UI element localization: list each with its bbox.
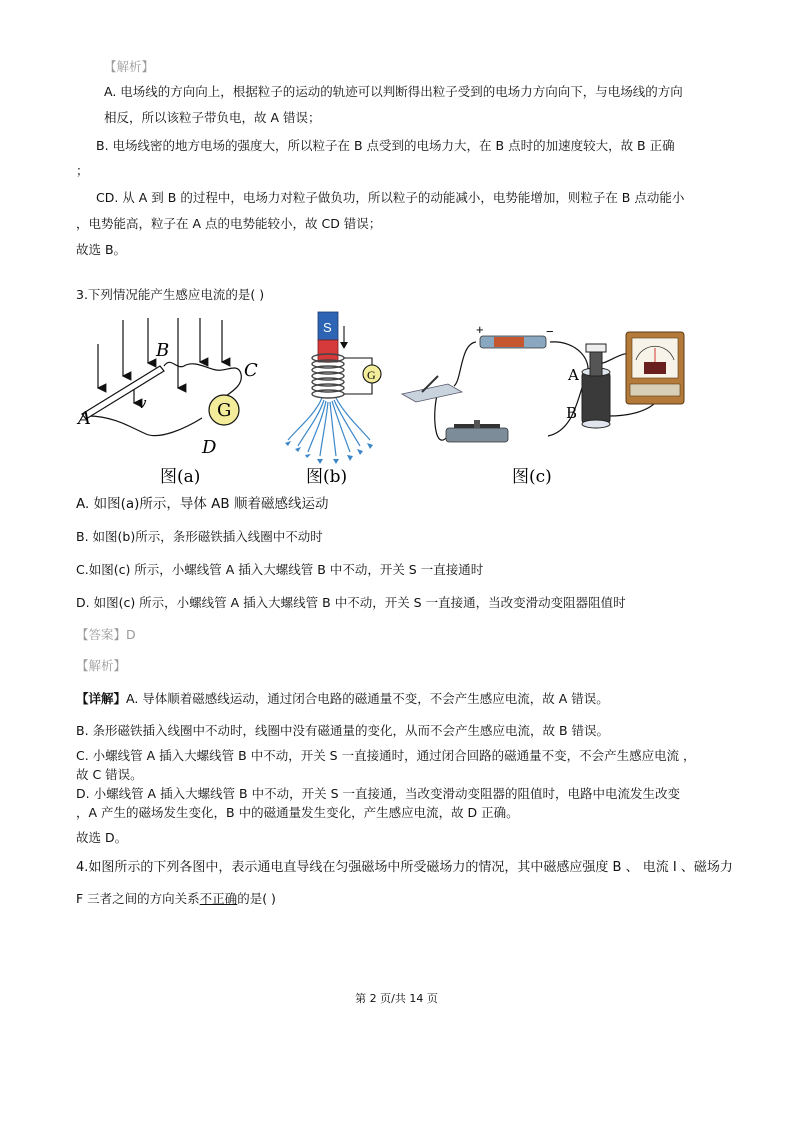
analysis-option-b-line1: B. 电场线密的地方电场的强度大，所以粒子在 B 点受到的电场力大，在 B 点时的加速度较大，故 B 正确	[96, 138, 675, 153]
analysis-option-b-line2: ；	[76, 163, 89, 178]
analysis-conclusion: 故选 B。	[76, 242, 127, 257]
stem-suffix: 的是( )	[237, 891, 276, 906]
label-a: A	[568, 366, 579, 384]
coil-icon	[312, 354, 344, 398]
analysis-option-a-line2: 相反，所以该粒子带负电，故 A 错误；	[104, 110, 321, 125]
label-v: v	[138, 394, 147, 412]
label-d: D	[202, 437, 217, 458]
label-s: S	[323, 320, 332, 335]
analysis-option-cd-line2: ，电势能高，粒子在 A 点的电势能较小，故 CD 错误；	[76, 216, 382, 231]
label-b: B	[566, 404, 578, 422]
figure-c-caption: 图(c)	[512, 467, 552, 487]
label-c: C	[244, 360, 258, 381]
label-plus: +	[476, 322, 484, 337]
figure-b	[284, 306, 386, 490]
question-4-stem-line1: 4.如图所示的下列各图中，表示通电直导线在匀强磁场中所受磁场力的情况，其中磁感应强度 B 、 电流 I 、磁场力	[76, 860, 733, 875]
detail-b: B. 条形磁铁插入线圈中不动时，线圈中没有磁通量的变化，从而不会产生感应电流，故 B 错误。	[76, 723, 610, 738]
page-footer: 第 2 页/共 14 页	[355, 992, 438, 1005]
label-minus: −	[546, 324, 554, 339]
option-a: A. 如图(a)所示，导体 AB 顺着磁感线运动	[76, 496, 329, 512]
option-c: C.如图(c) 所示，小螺线管 A 插入大螺线管 B 中不动，开关 S 一直接通时	[76, 562, 484, 577]
question-3-stem: 3.下列情况能产生感应电流的是( )	[76, 287, 265, 302]
option-d: D. 如图(c) 所示，小螺线管 A 插入大螺线管 B 中不动，开关 S 一直接通，当改变滑动变阻器阻值时	[76, 595, 626, 610]
analysis-tag: 【解析】	[76, 658, 127, 673]
label-b: B	[156, 340, 170, 361]
label-g: G	[217, 400, 232, 421]
label-a: A	[78, 408, 91, 429]
detail-c-line1: C. 小螺线管 A 插入大螺线管 B 中不动，开关 S 一直接通时，通过闭合回路的磁通量不变，不会产生感应电流 ，	[76, 748, 696, 763]
analysis-option-cd-line1: CD. 从 A 到 B 的过程中，电场力对粒子做负功，所以粒子的动能减小，电势能增加，则粒子在 B 点动能小	[96, 190, 685, 205]
wire-top	[344, 358, 372, 366]
detail-conclusion: 故选 D。	[76, 830, 128, 845]
option-b: B. 如图(b)所示，条形磁铁插入线圈中不动时	[76, 529, 323, 544]
detail-a-text: A. 导体顺着磁感线运动，通过闭合电路的磁通量不变，不会产生感应电流，故 A 错误。	[126, 691, 609, 706]
rheostat-icon	[446, 428, 508, 442]
figure-c	[398, 320, 710, 492]
detail-prefix: 【详解】	[76, 691, 127, 706]
detail-d-line2: ，A 产生的磁场发生变化，B 中的磁通量发生变化，产生感应电流，故 D 正确。	[76, 805, 519, 820]
magnet-north-pole	[318, 340, 338, 362]
solenoid-a-icon	[590, 350, 602, 376]
stem-prefix: F 三者之间的方向关系	[76, 891, 200, 906]
detail-c-line2: 故 C 错误。	[76, 767, 143, 782]
figure-a	[76, 308, 276, 490]
answer-label: 【答案】D	[76, 627, 136, 642]
figure-a-caption: 图(a)	[160, 467, 201, 487]
solenoid-b-icon	[582, 372, 610, 424]
detail-a	[76, 690, 609, 708]
analysis-tag: 【解析】	[104, 59, 155, 74]
analysis-option-a-line1: A. 电场线的方向向上，根据粒子的运动的轨迹可以判断得出粒子受到的电场力方向向下，与电场线的方向	[104, 84, 683, 99]
figure-b-caption: 图(b)	[306, 467, 348, 487]
label-g: G	[367, 368, 376, 382]
switch-base	[402, 384, 462, 402]
wire-bottom	[344, 382, 372, 394]
question-4-stem-line2	[76, 890, 276, 908]
detail-d-line1: D. 小螺线管 A 插入大螺线管 B 中不动，开关 S 一直接通，当改变滑动变阻器的阻值时，电路中电流发生改变	[76, 786, 680, 801]
stem-underlined: 不正确	[199, 891, 238, 906]
